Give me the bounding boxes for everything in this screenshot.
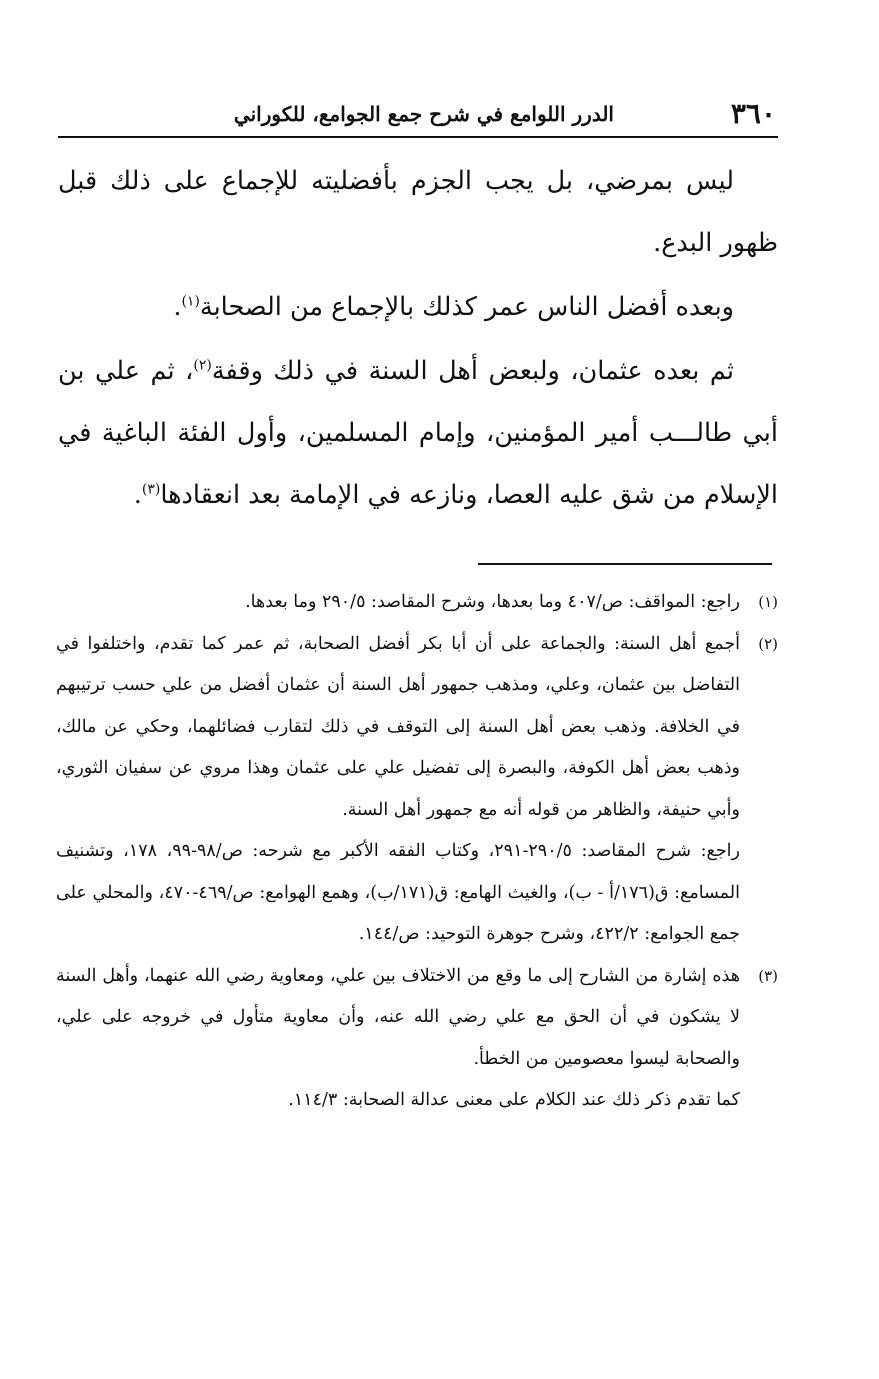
footnote-ref-3[interactable]: (٣) [141,481,161,498]
main-paragraph-2 [58,276,778,338]
main-paragraph-3-text-a: ثم بعده عثمان، ولبعض أهل السنة في ذلك وقفة [211,356,734,386]
footnote-text: أجمع أهل السنة: والجماعة على أن أبا بكر أفضل الصحابة، ثم عمر كما تقدم، واختلفوا في التفاضل بين عثمان، وعلي، ومذهب جمهور أهل السنة أن عثمان أفضل من علي حسب ترتيبهم في الخلافة. وذهب بعض أهل السنة إلى التوقف في ذلك لتقارب فضائلهما، وحكي عن مالك، وذهب بعض أهل الكوفة، والبصرة إلى تفضيل علي على عثمان وهذا مروي عن سفيان الثوري، وأبي حنيفة، والظاهر من قوله أنه مع جمهور أهل السنة. [56,633,740,820]
main-text [58,150,778,526]
footnote-ref-1[interactable]: (١) [181,293,200,310]
main-paragraph-3 [58,340,778,526]
footnote-number: (١) [758,593,778,611]
footnote-3 [56,956,778,1122]
running-title: الدرر اللوامع في شرح جمع الجوامع، للكوراني [233,102,614,126]
main-paragraph-3-end: . [133,480,142,510]
main-paragraph-3-text-b: ، ثم علي بن أبي طالـــب أمير المؤمنين، وإمام المسلمين، وأول الفئة الباغية في الإسلام من شق عليه العصا، ونازعه في الإمامة بعد انعقادها [58,356,778,510]
footnote-separator [478,563,772,565]
footnote-text: كما تقدم ذكر ذلك عند الكلام على معنى عدالة الصحابة: ١١٤/٣. [288,1090,740,1110]
footnote-2 [56,624,778,956]
footnote-1 [56,582,778,624]
footnote-text: راجع: المواقف: ص/٤٠٧ وما بعدها، وشرح المقاصد: ٢٩٠/٥ وما بعدها. [245,592,740,612]
main-paragraph-2-text: وبعده أفضل الناس عمر كذلك بالإجماع من الصحابة [199,292,734,322]
footnote-text: راجع: شرح المقاصد: ٢٩٠/٥-٢٩١، وكتاب الفقه الأكبر مع شرحه: ص/٩٨-٩٩، ١٧٨، وتشنيف المسامع: ق(١٧٦/أ - ب)، والغيث الهامع: ق(١٧١/ب)، وهمع الهوامع: ص/٤٦٩-٤٧٠، والمحلي على جمع الجوامع: ٤٢٢/٢، وشرح جوهرة التوحيد: ص/١٤٤. [56,841,740,944]
main-paragraph-2-end: . [173,292,182,322]
page-header [58,96,776,132]
footnote-number: (٢) [758,634,778,653]
footnotes [56,582,778,1122]
footnote-ref-2[interactable]: (٢) [193,357,212,374]
main-paragraph-1: ليس بمرضي، بل يجب الجزم بأفضليته للإجماع على ذلك قبل ظهور البدع. [58,166,778,258]
footnote-number: (٣) [758,966,778,985]
footnote-text: هذه إشارة من الشارح إلى ما وقع من الاختلاف بين علي، ومعاوية رضي الله عنهما، وأهل السنة لا يشكون في أن الحق مع علي رضي الله عنه، وأن معاوية متأول في خروجه على علي، والصحابة ليسوا معصومين من الخطأ. [56,965,740,1069]
header-rule [58,136,778,138]
page-number: ٣٦٠ [730,97,776,130]
